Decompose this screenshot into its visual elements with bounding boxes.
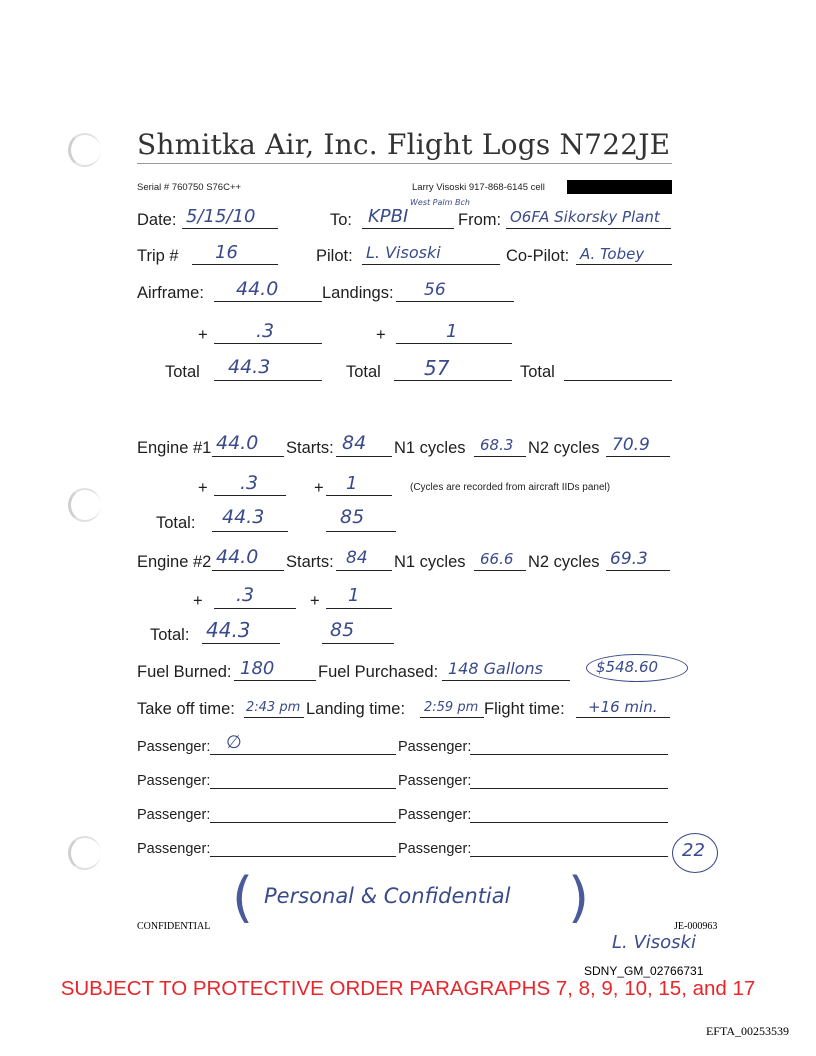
fuel-burned-line: [234, 680, 316, 681]
passenger-line: [470, 788, 668, 789]
passenger-value: ∅: [226, 732, 242, 753]
engine1-total-label: Total:: [156, 514, 196, 532]
to-value: KPBI: [368, 206, 409, 227]
passenger-line: [470, 822, 668, 823]
engine1-starts-add: 1: [346, 473, 358, 494]
fuel-purchased-label: Fuel Purchased:: [318, 663, 439, 681]
engine1-line: [212, 456, 284, 457]
extra-total-line: [564, 380, 672, 381]
engine2-starts-label: Starts:: [286, 553, 334, 571]
engine1-value: 44.0: [216, 432, 259, 454]
efta-number: EFTA_00253539: [705, 1024, 789, 1038]
landings-plus: +: [376, 326, 386, 344]
engine2-starts-line: [336, 570, 392, 571]
copilot-value: A. Tobey: [580, 245, 645, 263]
engine1-n1: 68.3: [480, 436, 514, 454]
engine2-starts-plus: +: [310, 592, 320, 610]
engine1-n1-line: [474, 456, 526, 457]
landings-add: 1: [446, 321, 458, 342]
serial-number: Serial # 760750 S76C++: [137, 182, 242, 193]
flight-time-line: [576, 717, 670, 718]
passenger-line: [210, 788, 396, 789]
engine1-starts-add-line: [326, 495, 392, 496]
engine1-starts-plus: +: [314, 479, 324, 497]
binder-hole: [68, 836, 101, 870]
passenger-label: Passenger:: [398, 841, 472, 857]
flight-time-label: Flight time:: [484, 700, 565, 718]
date-line: [182, 228, 278, 229]
engine1-total: 44.3: [222, 506, 265, 528]
landing-time-label: Landing time:: [306, 700, 406, 718]
pilot-line: [362, 264, 500, 265]
engine2-n2-label: N2 cycles: [528, 553, 600, 571]
engine2-n1-label: N1 cycles: [394, 553, 466, 571]
engine2-n2: 69.3: [610, 549, 648, 569]
airframe-add-line: [214, 343, 322, 344]
landings-value: 56: [424, 280, 446, 300]
airframe-plus: +: [198, 326, 208, 344]
form-title: Shmitka Air, Inc. Flight Logs N722JE: [137, 128, 671, 161]
trip-value: 16: [215, 242, 238, 263]
extra-total-label: Total: [520, 363, 555, 381]
fuel-burned-label: Fuel Burned:: [137, 663, 232, 681]
engine2-n1-line: [474, 570, 526, 571]
copilot-label: Co-Pilot:: [506, 247, 570, 265]
stamp-right-paren: ): [568, 866, 590, 929]
engine2-total-line: [202, 643, 280, 644]
engine1-plus: +: [198, 479, 208, 497]
fuel-purchased-value: 148 Gallons: [448, 659, 543, 678]
pilot-label: Pilot:: [316, 247, 353, 265]
engine2-total-label: Total:: [150, 626, 190, 644]
landings-line: [396, 301, 514, 302]
engine2-total: 44.3: [206, 618, 251, 642]
copilot-line: [576, 264, 672, 265]
passenger-line: [210, 822, 396, 823]
trip-label: Trip #: [137, 247, 179, 265]
from-line: [506, 228, 671, 229]
airframe-label: Airframe:: [137, 284, 204, 302]
engine2-n2-line: [606, 570, 670, 571]
fuel-cost: $548.60: [596, 658, 659, 676]
flight-time-value: +16 min.: [588, 698, 658, 716]
engine1-total-line: [212, 531, 288, 532]
bates-number: JE-000963: [674, 921, 718, 932]
engine2-add: .3: [236, 584, 255, 606]
engine2-n1: 66.6: [480, 550, 514, 568]
sdny-bates-number: SDNY_GM_02766731: [584, 964, 704, 978]
engine2-starts: 84: [346, 548, 368, 568]
contact-info: Larry Visoski 917-868-6145 cell: [412, 182, 545, 193]
landing-time-value: 2:59 pm: [424, 700, 479, 715]
passenger-line: [470, 754, 668, 755]
airframe-add: .3: [256, 320, 275, 342]
engine2-add-line: [214, 608, 296, 609]
engine1-n2-line: [606, 456, 670, 457]
passenger-line: [470, 856, 668, 857]
takeoff-label: Take off time:: [137, 700, 235, 718]
landings-total-label: Total: [346, 363, 381, 381]
engine2-starts-add-line: [326, 608, 392, 609]
signature: L. Visoski: [612, 932, 696, 953]
confidential-marking: CONFIDENTIAL: [137, 921, 211, 932]
landings-total: 57: [424, 356, 450, 380]
engine1-n1-label: N1 cycles: [394, 439, 466, 457]
title-divider: [137, 163, 672, 164]
passenger-label: Passenger:: [137, 841, 211, 857]
binder-hole: [68, 133, 101, 167]
passenger-label: Passenger:: [398, 739, 472, 755]
engine1-starts-total-line: [326, 531, 396, 532]
landing-time-line: [420, 717, 484, 718]
engine1-n2-label: N2 cycles: [528, 439, 600, 457]
engine1-starts: 84: [342, 432, 367, 454]
to-label: To:: [330, 211, 353, 229]
takeoff-value: 2:43 pm: [246, 700, 301, 715]
passenger-line: [210, 754, 396, 755]
engine2-starts-add: 1: [348, 585, 360, 606]
binder-hole: [68, 488, 101, 522]
engine1-starts-total: 85: [340, 506, 365, 528]
airframe-line: [214, 301, 322, 302]
airframe-total-label: Total: [165, 363, 200, 381]
stamp-left-paren: (: [232, 866, 254, 929]
passenger-label: Passenger:: [137, 807, 211, 823]
circled-page-number: 22: [682, 840, 705, 861]
airframe-value: 44.0: [236, 278, 279, 300]
engine1-starts-label: Starts:: [286, 439, 334, 457]
passenger-line: [210, 856, 396, 857]
pilot-value: L. Visoski: [366, 243, 441, 262]
redaction-bar: [567, 180, 672, 194]
engine1-add-line: [214, 495, 286, 496]
engine1-label: Engine #1: [137, 439, 212, 457]
landings-total-line: [394, 380, 512, 381]
date-label: Date:: [137, 211, 177, 229]
engine2-line: [212, 570, 284, 571]
to-line: [362, 228, 454, 229]
engine2-starts-total-line: [322, 643, 394, 644]
engine2-value: 44.0: [216, 546, 259, 568]
passenger-label: Passenger:: [398, 773, 472, 789]
engine1-add: .3: [240, 472, 259, 494]
personal-confidential-note: Personal & Confidential: [264, 884, 511, 908]
engine1-starts-line: [336, 456, 392, 457]
date-value: 5/15/10: [186, 206, 256, 227]
airframe-total-line: [214, 380, 322, 381]
engine1-n2: 70.9: [612, 435, 650, 455]
from-label: From:: [458, 211, 502, 229]
passenger-label: Passenger:: [398, 807, 472, 823]
airframe-total: 44.3: [228, 356, 271, 378]
takeoff-line: [244, 717, 304, 718]
passenger-label: Passenger:: [137, 739, 211, 755]
from-value: O6FA Sikorsky Plant: [510, 208, 660, 226]
fuel-burned-value: 180: [240, 658, 275, 679]
fuel-purchased-line: [442, 680, 570, 681]
engine2-starts-total: 85: [330, 619, 355, 641]
passenger-label: Passenger:: [137, 773, 211, 789]
engine2-label: Engine #2: [137, 553, 212, 571]
to-note: West Palm Bch: [410, 198, 470, 207]
landings-add-line: [396, 343, 512, 344]
protective-order-notice: SUBJECT TO PROTECTIVE ORDER PARAGRAPHS 7, 8, 9, 10, 15, and 17: [60, 977, 756, 1000]
cycles-note: (Cycles are recorded from aircraft IIDs panel): [410, 482, 611, 493]
trip-line: [192, 264, 278, 265]
engine2-plus: +: [193, 592, 203, 610]
landings-label: Landings:: [322, 284, 394, 302]
